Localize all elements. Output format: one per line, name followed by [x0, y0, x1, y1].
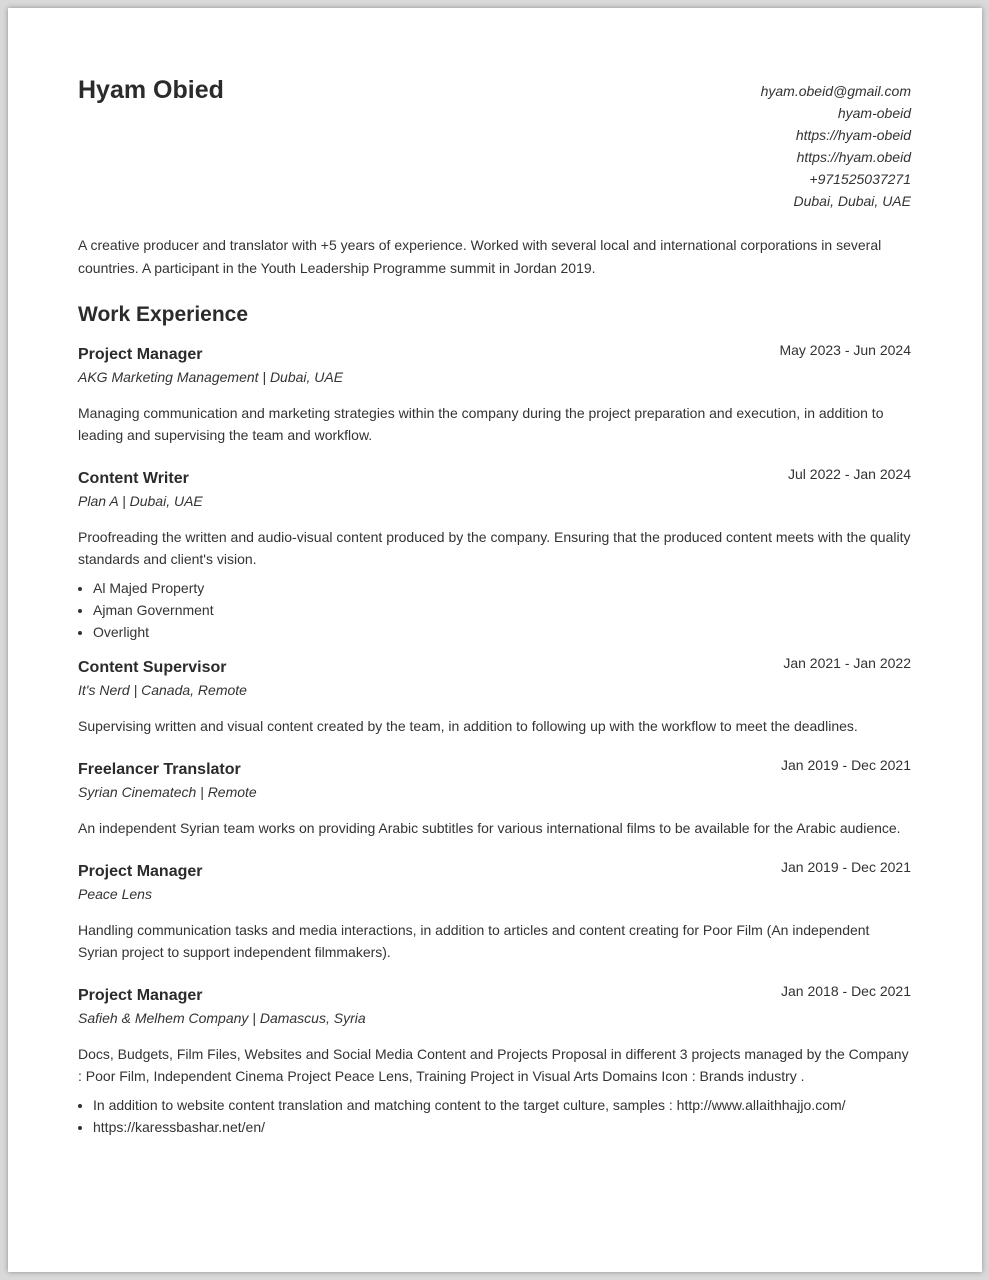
- job-description: Docs, Budgets, Film Files, Websites and Social Media Content and Projects Proposal in different 3 projects managed by the Company : Poor Film, Independent Cinema Project Peace Lens, Training Project in Visual Arts Domains Icon : Brands industry .: [78, 1046, 909, 1084]
- section-title-work-experience: Work Experience: [78, 303, 249, 326]
- job-header: [78, 344, 911, 366]
- contact-info: [761, 80, 911, 212]
- job-entry: [78, 344, 911, 446]
- job-company: It's Nerd | Canada, Remote: [78, 682, 247, 698]
- job-date: Jan 2021 - Jan 2022: [783, 655, 911, 671]
- job-entry: [78, 468, 911, 643]
- job-description: Managing communication and marketing strategies within the company during the project preparation and execution, in addition to leading and supervising the team and workflow.: [78, 405, 884, 443]
- list-item: • https://karessbashar.net/en/: [93, 1116, 911, 1138]
- job-title: Content Supervisor: [78, 659, 227, 676]
- job-date: Jul 2022 - Jan 2024: [788, 466, 911, 482]
- contact-link-1: https://hyam-obeid: [795, 127, 911, 143]
- resume-content: [78, 8, 911, 1160]
- job-description: Proofreading the written and audio-visual content produced by the company. Ensuring that the produced content meets with the quality standards and client's vision.: [78, 529, 911, 567]
- list-item: • Ajman Government: [93, 599, 911, 621]
- job-entry: [78, 657, 911, 737]
- job-bullets: [78, 1094, 911, 1138]
- job-date: Jan 2019 - Dec 2021: [781, 757, 911, 773]
- contact-phone: +971525037271: [809, 171, 911, 187]
- job-entry: [78, 759, 911, 839]
- contact-email: hyam.obeid@gmail.com: [760, 83, 911, 99]
- job-bullets: [78, 577, 911, 643]
- job-date: Jan 2018 - Dec 2021: [781, 983, 911, 999]
- list-item: • Al Majed Property: [93, 577, 911, 599]
- job-company: Plan A | Dubai, UAE: [78, 493, 203, 509]
- candidate-name: Hyam Obied: [78, 76, 224, 104]
- job-description: An independent Syrian team works on providing Arabic subtitles for various international films to be available for the Arabic audience.: [78, 820, 901, 836]
- job-header: [78, 985, 911, 1007]
- job-entry: [78, 985, 911, 1138]
- job-company: Syrian Cinematech | Remote: [78, 784, 257, 800]
- contact-link-2: https://hyam.obeid: [796, 149, 911, 165]
- job-title: Project Manager: [78, 346, 203, 363]
- job-description: Supervising written and visual content created by the team, in addition to following up with the workflow to meet the deadlines.: [78, 718, 858, 734]
- job-title: Freelancer Translator: [78, 761, 241, 778]
- job-header: [78, 861, 911, 883]
- summary-text: A creative producer and translator with +5 years of experience. Worked with several local and international corporations in several countries. A participant in the Youth Leadership Programme summit in Jordan 2019.: [78, 237, 882, 276]
- job-header: [78, 657, 911, 679]
- job-header: [78, 759, 911, 781]
- contact-handle: hyam-obeid: [837, 105, 911, 121]
- job-header: [78, 468, 911, 490]
- job-company: Peace Lens: [78, 886, 152, 902]
- job-entry: [78, 861, 911, 963]
- resume-header: [78, 8, 911, 234]
- job-company: AKG Marketing Management | Dubai, UAE: [78, 369, 344, 385]
- job-date: May 2023 - Jun 2024: [779, 342, 911, 358]
- list-item: • Overlight: [93, 621, 911, 643]
- resume-page: [8, 8, 982, 1272]
- job-title: Project Manager: [78, 987, 203, 1004]
- job-date: Jan 2019 - Dec 2021: [781, 859, 911, 875]
- job-title: Project Manager: [78, 863, 203, 880]
- job-title: Content Writer: [78, 470, 189, 487]
- list-item: • In addition to website content translation and matching content to the target culture, samples : http://www.allaithhajjo.com/: [93, 1094, 911, 1116]
- job-description: Handling communication tasks and media interactions, in addition to articles and content creating for Poor Film (An independent Syrian project to support independent filmmakers).: [78, 922, 870, 960]
- contact-location: Dubai, Dubai, UAE: [793, 193, 911, 209]
- job-company: Safieh & Melhem Company | Damascus, Syria: [78, 1010, 366, 1026]
